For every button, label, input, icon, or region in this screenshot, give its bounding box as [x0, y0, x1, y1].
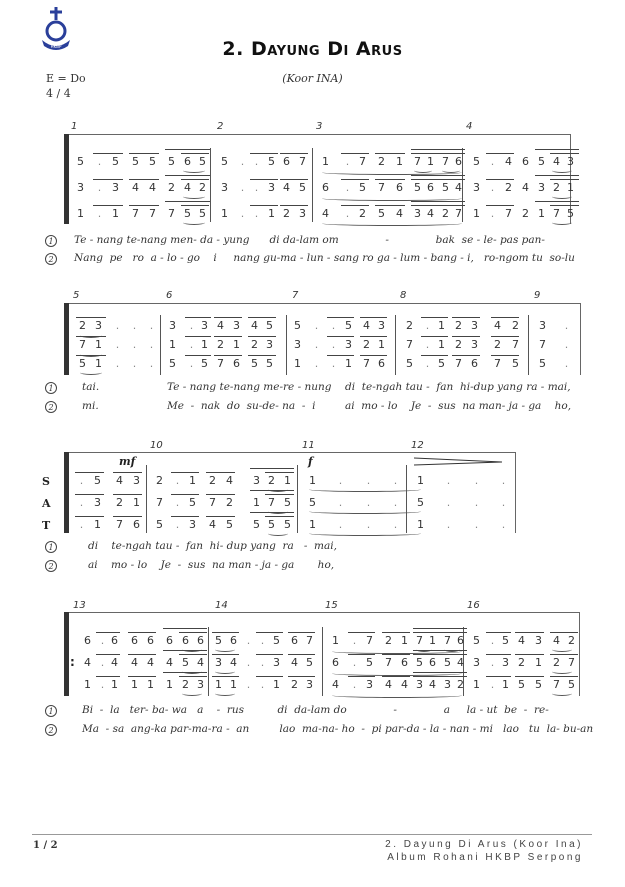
lyrics-verse-1: Te - nang te-nang men- da - yung di da-lam om - bak se - le- pas pan- — [74, 234, 545, 246]
verse-1-marker: 1 — [45, 235, 57, 247]
measure-number: 14 — [215, 600, 228, 611]
voice-row-tenor: 1 . 1 7 7 7 5 5 1 . . 1 2 3 4 . 2 5 4 3 4 2 7 1 . 7 2 1 7 5 — [77, 207, 574, 220]
lyrics-verse-2: Me - nak do su-de- na - i — [167, 400, 316, 412]
measure-number: 6 — [166, 290, 173, 301]
measure-number: 15 — [325, 600, 338, 611]
measure-number: 10 — [150, 440, 163, 451]
measure-number: 1 — [71, 121, 78, 132]
repeat-sign: : — [70, 655, 75, 669]
decrescendo-icon — [414, 457, 504, 467]
measure-number: 13 — [73, 600, 86, 611]
dynamic-forte: f — [308, 455, 313, 468]
voice-label-tenor: T — [42, 519, 51, 532]
dynamic-mezzo-forte: mf — [119, 455, 136, 468]
measure-number: 3 — [316, 121, 323, 132]
measure-number: 12 — [411, 440, 424, 451]
song-subtitle: (Koor INA) — [282, 72, 343, 85]
verse-2-marker: 2 — [45, 401, 57, 413]
voice-row-soprano: . 5 4 3 2 . 1 2 4 3 2 1 1 . . . 1 . . . — [79, 474, 506, 487]
voice-label-alto: A — [42, 497, 51, 510]
lyrics-verse-2: Ma - sa ang-ka par-ma-ra - an lao ma-na- ho - pi par-da - la - nan - mi lao tu la- bu-an — [82, 723, 594, 735]
lyrics-verse-1: Bi - la ter- ba- wa a - rus di da-lam do - a la - ut be - re- — [82, 704, 549, 716]
lyrics-verse-1: di te-ngah tau - fan hi-dup yang ra - mai, — [345, 381, 571, 393]
lyrics-verse-1: di te-ngah tau - fan hi- dup yang ra - mai, — [88, 540, 337, 552]
footer-song-title: 2. Dayung Di Arus (Koor Ina) — [385, 839, 583, 850]
verse-1-marker: 1 — [45, 541, 57, 553]
measure-number: 7 — [292, 290, 299, 301]
measure-number: 4 — [466, 121, 473, 132]
voice-label-soprano: S — [42, 475, 50, 488]
verse-1-marker: 1 — [45, 705, 57, 717]
voice-row-alto: 7 1 . . . 1 . 1 2 1 2 3 3 . . 3 2 1 7 . 1 2 3 2 7 7 . — [79, 338, 569, 351]
lyrics-verse-2: mi. — [82, 400, 99, 412]
key-signature: E = Do — [46, 72, 86, 85]
footer-divider — [32, 834, 592, 835]
footer-album: Album Rohani HKBP Serpong — [387, 852, 583, 863]
lyrics-verse-2: ai mo - lo Je - sus na man - ja - ga ho, — [88, 559, 335, 571]
lyrics-verse-1: Te - nang te-nang me-re - nung — [167, 381, 332, 393]
measure-number: 11 — [302, 440, 315, 451]
time-signature: 4 / 4 — [46, 87, 71, 100]
voice-row-tenor: 5 1 . . . 5 . 5 7 6 5 5 1 . . 1 7 6 5 . 5 7 6 7 5 5 . — [79, 357, 569, 370]
verse-1-marker: 1 — [45, 382, 57, 394]
song-title: 2. Dayung Di Arus — [222, 38, 403, 60]
lyrics-verse-1: tai. — [82, 381, 100, 393]
voice-row-tenor: . 1 7 6 5 . 3 4 5 5 5 5 1 . . . 1 . . . — [79, 518, 506, 531]
verse-2-marker: 2 — [45, 724, 57, 736]
verse-2-marker: 2 — [45, 560, 57, 572]
voice-row-soprano: 6 . 6 6 6 6 6 6 5 6 . . 5 6 7 1 . 7 2 1 7 1 7 6 5 . 5 4 3 4 2 — [84, 634, 575, 647]
voice-row-soprano: 2 3 . . . 3 . 3 4 3 4 5 5 . . 5 4 3 2 . 1 2 3 4 2 3 . — [79, 319, 569, 332]
measure-number: 9 — [534, 290, 541, 301]
measure-number: 16 — [467, 600, 480, 611]
page-number: 1 / 2 — [33, 840, 58, 851]
voice-row-alto: 4 . 4 4 4 4 5 4 3 4 . . 3 4 5 6 . 5 7 6 5 6 5 4 3 . 3 2 1 2 7 — [84, 656, 575, 669]
measure-number: 2 — [217, 121, 224, 132]
svg-text:HKBP: HKBP — [50, 44, 62, 49]
lyrics-verse-2: Nang pe ro a - lo - go i nang gu-ma - lun - sang ro ga - lum - bang - i, ro-ngom tu so-lu — [74, 252, 575, 264]
verse-2-marker: 2 — [45, 253, 57, 265]
measure-number: 8 — [400, 290, 407, 301]
footer-info — [385, 838, 583, 864]
voice-row-alto: 3 . 3 4 4 2 4 2 3 . . 3 4 5 6 . 5 7 6 5 6 5 4 3 . 2 4 3 2 1 — [77, 181, 574, 194]
key-and-time — [46, 71, 86, 101]
voice-row-soprano: 5 . 5 5 5 5 6 5 5 . . 5 6 7 1 . 7 2 1 7 1 7 6 5 . 4 6 5 4 3 — [77, 155, 574, 168]
measure-number: 5 — [73, 290, 80, 301]
lyrics-verse-2: ai mo - lo Je - sus na man- ja - ga ho, — [345, 400, 572, 412]
voice-row-tenor: 1 . 1 1 1 1 2 3 1 1 . . 1 2 3 4 . 3 4 4 3 4 3 2 1 . 1 5 5 7 5 — [84, 678, 575, 691]
voice-row-alto: . 3 2 1 7 . 5 7 2 1 7 5 5 . . . 5 . . . — [79, 496, 506, 509]
